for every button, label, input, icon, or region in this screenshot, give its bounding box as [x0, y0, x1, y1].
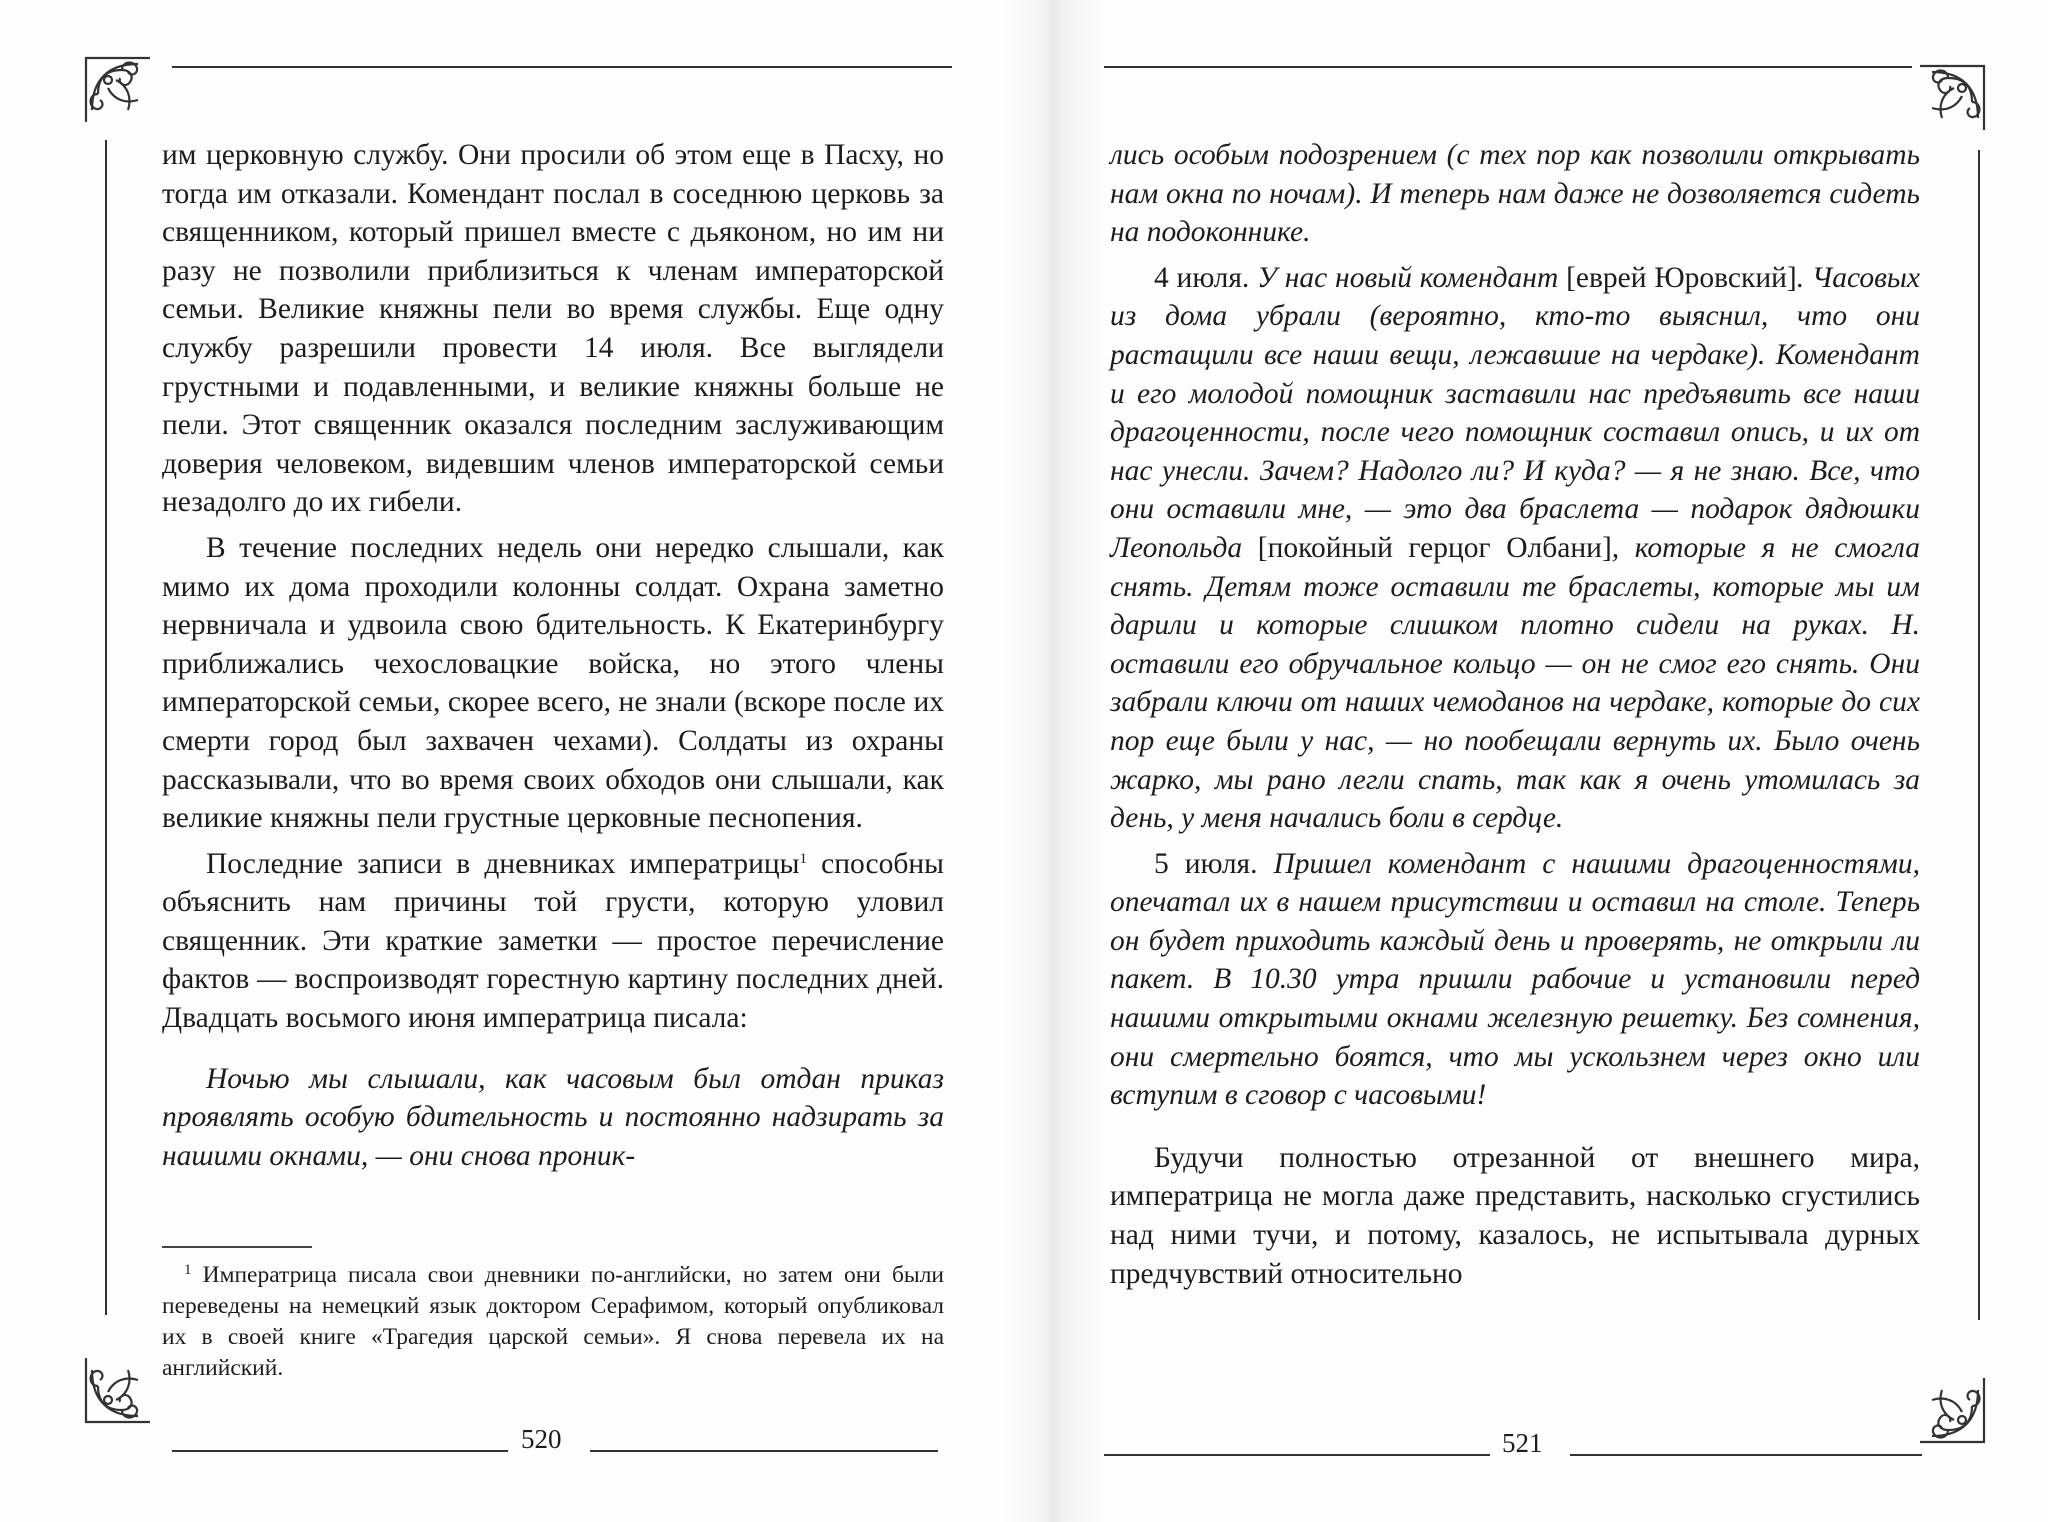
- diary-quote-continuation: лись особым подозрением (с тех пор как позволили открывать нам окна по ночам). И теперь нам даже не дозволяется сидеть на подоконнике.: [1110, 139, 1920, 249]
- corner-ornament-icon: [78, 50, 158, 130]
- outer-vertical-rule: [105, 140, 107, 1315]
- footnote: $^1$ Императрица писала свои дневники по-английски, но затем они были переведены на немецкий язык доктором Серафимом, который опубликовал их в своей книге «Трагедия царской семьи». Я снова перевела их на английский.: [162, 1262, 945, 1381]
- diary-entry: 4 июля. У нас новый комендант [еврей Юровский]. Часовых из дома убрали (вероятно, кто-то выяснил, что они растащили все наши вещи, лежавшие на чердаке). Комендант и его молодой помощник заставили нас предъявить все наши драгоценности, после чего помощник составил опись, и их от нас унесли. Зачем? Надолго ли? И куда? — я не знаю. Все, что они оставили мне, — это два браслета — подарок дядюшки Леопольда [покойный герцог Олбани], которые я не смогла снять. Детям тоже оставили те браслеты, которые мы им дарили и которые слишком плотно сидели на руках. Н. оставили его обручальное кольцо — он не смог его снять. Они забрали ключи от наших чемоданов на чердаке, которые до сих пор еще были у нас, — но пообещали вернуть их. Было очень жарко, мы рано легли спать, так как я очень утомилась за день, у меня начались боли в сердце.: [1110, 261, 1920, 835]
- paragraph: им церковную службу. Они просили об этом еще в Пасху, но тогда им отказали. Комендант послал в соседнюю церковь за священником, который пришел вместе с дьяконом, но им ни разу не позволили приблизиться к членам императорской семьи. Великие княжны пели во время службы. Еще одну службу разрешили провести 14 июля. Все выглядели грустными и подавленными, и великие княжны больше не пели. Этот священник оказался последним заслуживающим доверия человеком, видевшим членов императорской семьи незадолго до их гибели.: [162, 139, 944, 519]
- paragraph: В течение последних недель они нередко слышали, как мимо их дома проходили колонны солдат. Охрана заметно нервничала и удвоила свою бдительность. К Екатеринбургу приближались чехословацкие войска, но этого члены императорской семьи, скорее всего, не знали (вскоре после их смерти город был захвачен чехами). Солдаты из охраны рассказывали, что во время своих обходов они слышали, как великие княжны пели грустные церковные песнопения.: [162, 531, 944, 835]
- footnote-reference: 1: [799, 850, 807, 867]
- left-page-body: [162, 136, 944, 1182]
- editorial-note: [покойный герцог Олбани]: [1257, 531, 1612, 564]
- editorial-note: [еврей Юровский]: [1566, 261, 1797, 294]
- right-page-body: [1110, 136, 1920, 1300]
- paragraph: Последние записи в дневниках императрицы$^1$ способны объяснить нам причины той грусти, которую уловил священник. Эти краткие заметки — простое перечисление фактов — воспроизводят горестную картину последних дней. Двадцать восьмого июня императрица писала:: [162, 847, 944, 1035]
- top-rule: [172, 66, 952, 68]
- entry-date: 5 июля.: [1154, 847, 1258, 880]
- corner-ornament-icon: [1912, 58, 1992, 138]
- left-page: [0, 0, 1000, 1522]
- bottom-rule-left: [172, 1450, 508, 1452]
- diary-entry: 5 июля. Пришел комендант с нашими драгоценностями, опечатал их в нашем присутствии и оставил на столе. Теперь он будет приходить каждый день и проверять, не открыли ли пакет. В 10.30 утра пришли рабочие и установили перед нашими открытыми окнами железную решетку. Без сомнения, они смертельно боятся, что мы ускользнем через окно или вступим в сговор с часовыми!: [1110, 847, 1920, 1112]
- page-number: 521: [1490, 1428, 1555, 1459]
- corner-ornament-icon: [78, 1350, 158, 1430]
- bottom-rule-right: [1570, 1454, 1922, 1456]
- outer-vertical-rule: [1978, 150, 1980, 1320]
- right-page: [1030, 0, 2048, 1522]
- top-rule: [1104, 66, 1912, 68]
- diary-quote: Ночью мы слышали, как часовым был отдан приказ проявлять особую бдительность и постоянно надзирать за нашими окнами, — они снова проник-: [162, 1062, 944, 1172]
- footnote-mark: 1: [184, 1262, 192, 1278]
- footnote-separator: [162, 1246, 312, 1248]
- corner-ornament-icon: [1912, 1370, 1992, 1450]
- bottom-rule-left: [1104, 1454, 1490, 1456]
- bottom-rule-right: [590, 1450, 938, 1452]
- entry-date: 4 июля.: [1154, 261, 1250, 294]
- paragraph: Будучи полностью отрезанной от внешнего мира, императрица не могла даже представить, насколько сгустились над ними тучи, и потому, казалось, не испытывала дурных предчувствий относительно: [1110, 1141, 1920, 1290]
- page-number: 520: [509, 1424, 574, 1455]
